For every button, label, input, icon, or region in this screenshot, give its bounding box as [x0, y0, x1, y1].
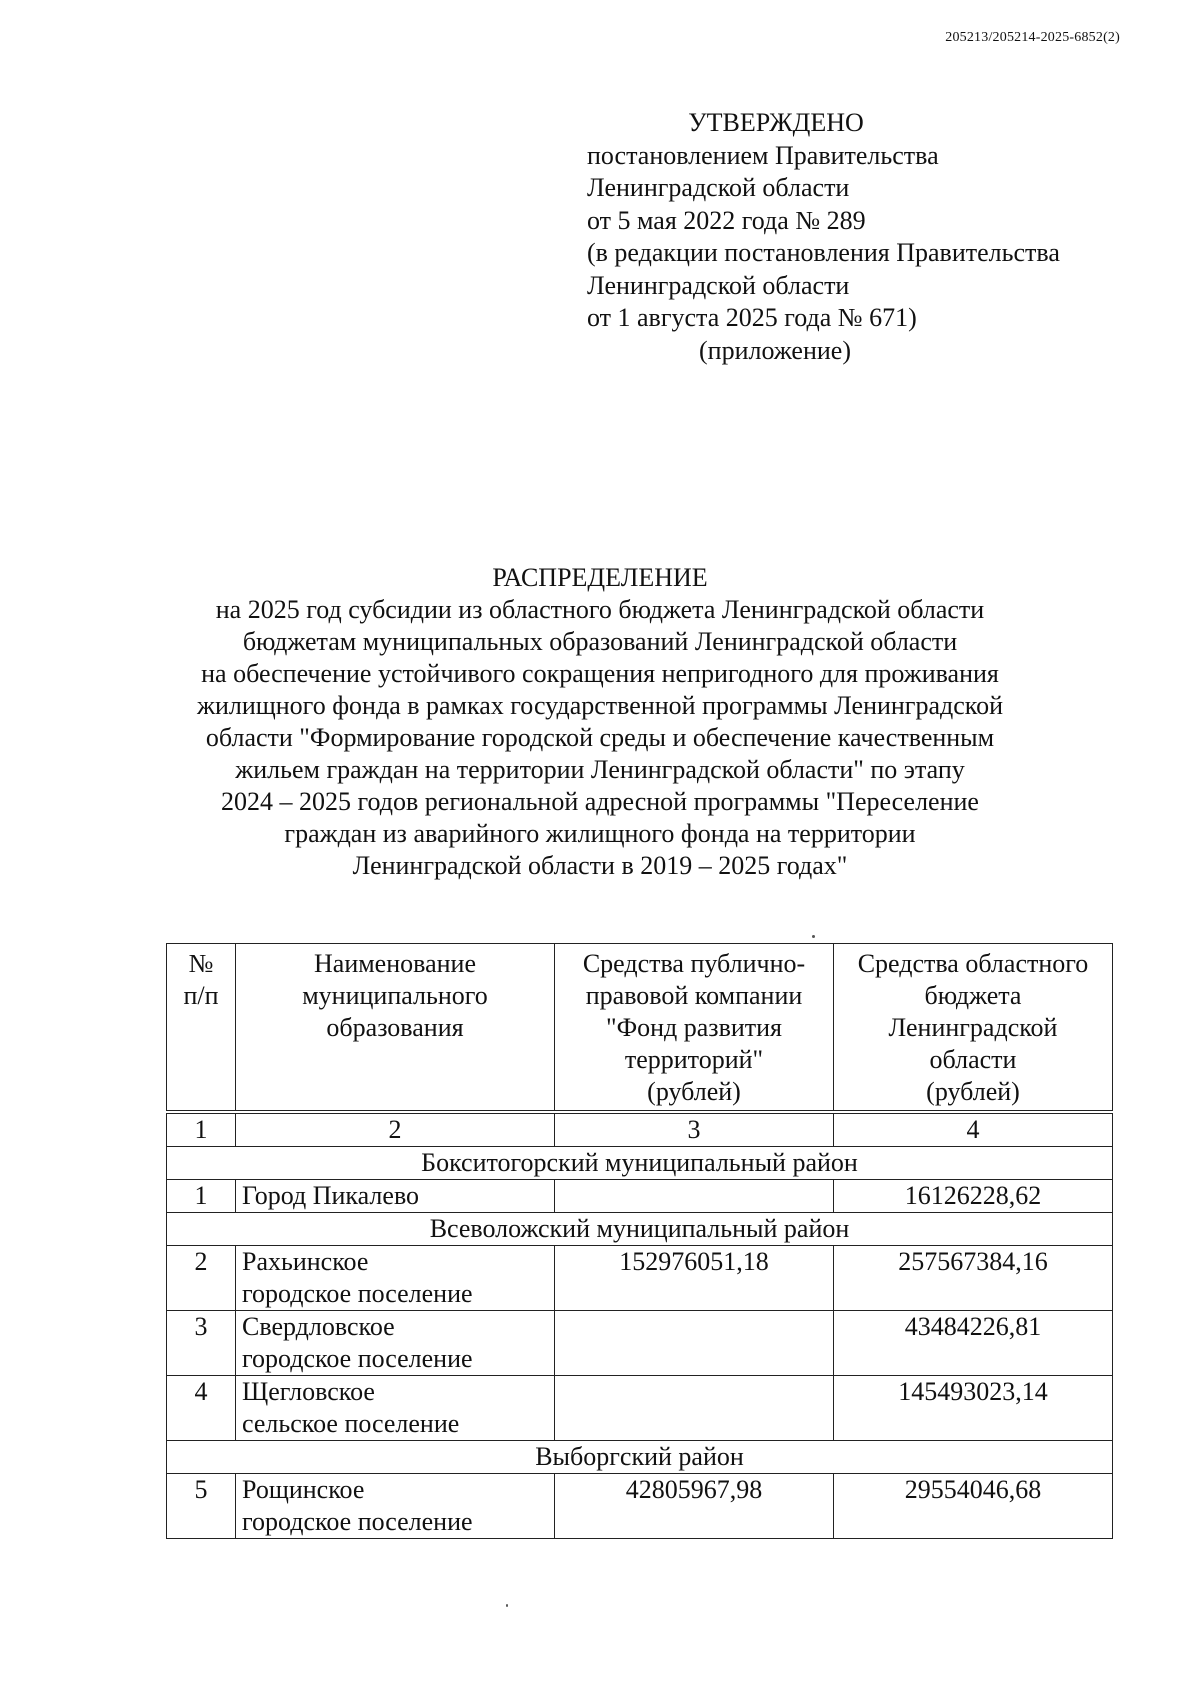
table-row [167, 1376, 1113, 1441]
regional-amount: 43484226,81 [834, 1311, 1113, 1376]
header-municipality: Наименование муниципального образования [236, 944, 555, 1113]
scan-speck [812, 935, 815, 938]
table-row [167, 1311, 1113, 1376]
fund-amount [555, 1311, 834, 1376]
approval-title: УТВЕРЖДЕНО [688, 108, 864, 137]
approval-line: Ленинградской области [587, 173, 850, 202]
regional-amount: 29554046,68 [834, 1474, 1113, 1539]
municipality-name: Рощинское городское поселение [236, 1474, 555, 1539]
column-number: 1 [167, 1112, 236, 1147]
document-number: 205213/205214-2025-6852(2) [945, 30, 1120, 45]
heading-line: на 2025 год субсидии из областного бюджета Ленинградской области [215, 595, 985, 624]
heading-line: Ленинградской области в 2019 – 2025 годах" [352, 851, 848, 880]
heading-line: жилищного фонда в рамках государственной программы Ленинградской [196, 691, 1004, 720]
approval-block [587, 107, 1060, 367]
municipality-name: Щегловское сельское поселение [236, 1376, 555, 1441]
heading-line: области "Формирование городской среды и обеспечение качественным [205, 723, 995, 752]
regional-amount: 257567384,16 [834, 1246, 1113, 1311]
header-regional: Средства областного бюджета Ленинградской области (рублей) [834, 944, 1113, 1113]
approval-line: от 5 мая 2022 года № 289 [587, 205, 866, 235]
regional-amount: 145493023,14 [834, 1376, 1113, 1441]
column-number: 4 [834, 1112, 1113, 1147]
district-name: Выборгский район [167, 1441, 1113, 1474]
regional-amount: 16126228,62 [834, 1180, 1113, 1213]
heading-line: жильем граждан на территории Ленинградской области" по этапу [235, 755, 965, 784]
row-number: 3 [167, 1311, 236, 1376]
municipality-name: Город Пикалево [236, 1180, 555, 1213]
municipality-name: Рахьинское городское поселение [236, 1246, 555, 1311]
approval-line: постановлением Правительства [587, 140, 939, 170]
column-number: 3 [555, 1112, 834, 1147]
heading-line: бюджетам муниципальных образований Ленинградской области [242, 627, 958, 656]
approval-line: (в редакции постановления Правительства [587, 238, 1060, 267]
fund-amount [555, 1180, 834, 1213]
header-number: № п/п [167, 944, 236, 1113]
approval-appendix: (приложение) [699, 335, 852, 365]
row-number: 1 [167, 1180, 236, 1213]
district-name: Бокситогорский муниципальный район [167, 1147, 1113, 1180]
distribution-heading [150, 562, 1050, 882]
column-number-row [167, 1112, 1113, 1147]
fund-amount: 42805967,98 [555, 1474, 834, 1539]
heading-line: 2024 – 2025 годов региональной адресной программы "Переселение [221, 787, 979, 816]
district-name: Всеволожский муниципальный район [167, 1213, 1113, 1246]
district-row [167, 1441, 1113, 1474]
distribution-table [166, 943, 1113, 1539]
row-number: 4 [167, 1376, 236, 1441]
municipality-name: Свердловское городское поселение [236, 1311, 555, 1376]
fund-amount: 152976051,18 [555, 1246, 834, 1311]
row-number: 5 [167, 1474, 236, 1539]
table-row [167, 1180, 1113, 1213]
fund-amount [555, 1376, 834, 1441]
district-row [167, 1147, 1113, 1180]
table-row [167, 1474, 1113, 1539]
header-fund: Средства публично- правовой компании "Фонд развития территорий" (рублей) [555, 944, 834, 1113]
heading-line: граждан из аварийного жилищного фонда на территории [284, 819, 916, 848]
scan-speck [506, 1604, 508, 1607]
heading-line: на обеспечение устойчивого сокращения непригодного для проживания [201, 659, 999, 688]
column-number: 2 [236, 1112, 555, 1147]
heading-title: РАСПРЕДЕЛЕНИЕ [492, 563, 708, 592]
table-header-row [167, 944, 1113, 1113]
approval-line: от 1 августа 2025 года № 671) [587, 303, 917, 332]
district-row [167, 1213, 1113, 1246]
approval-line: Ленинградской области [587, 270, 850, 300]
row-number: 2 [167, 1246, 236, 1311]
table-row [167, 1246, 1113, 1311]
